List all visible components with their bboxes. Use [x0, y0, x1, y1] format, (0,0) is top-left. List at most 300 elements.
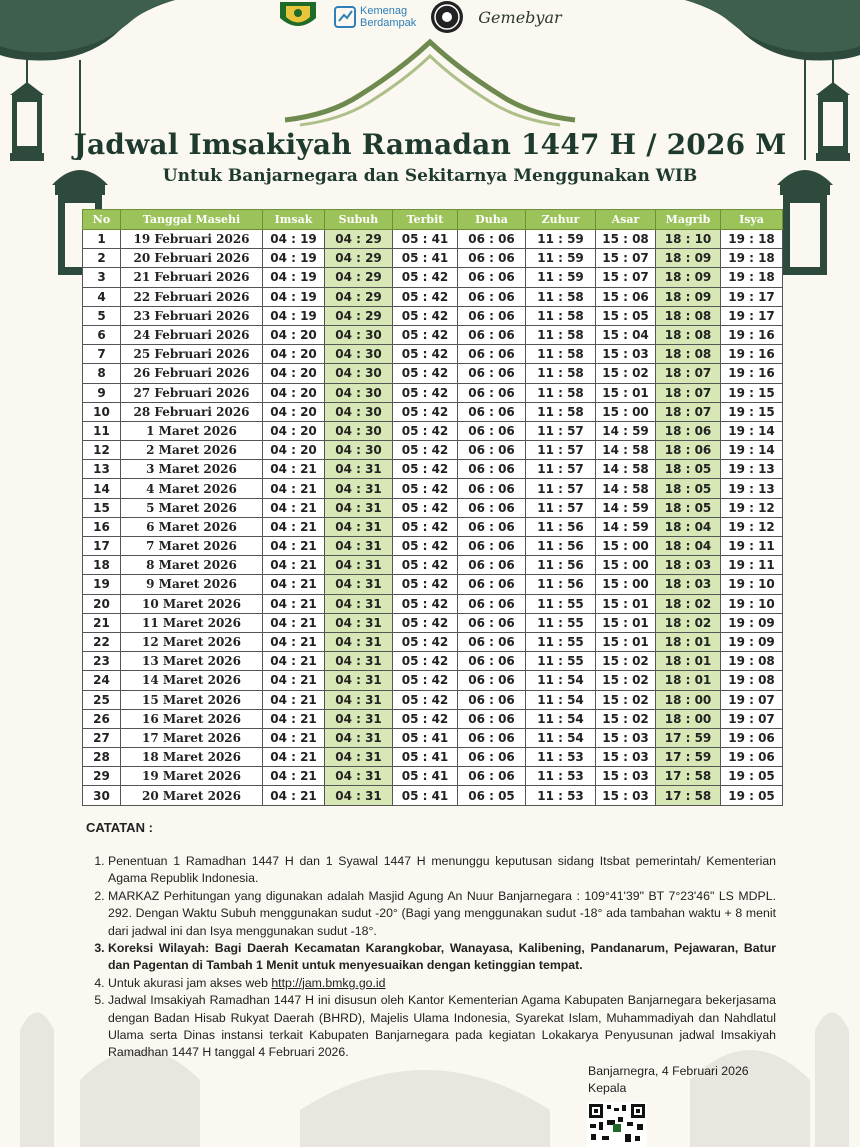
cell-zuhur: 11 : 55 — [526, 594, 596, 613]
cell-duha: 06 : 05 — [458, 786, 526, 805]
cell-imsak: 04 : 20 — [263, 325, 325, 344]
cell-no: 3 — [83, 268, 121, 287]
cell-zuhur: 11 : 54 — [526, 671, 596, 690]
cell-tanggal-masehi: 7 Maret 2026 — [121, 537, 263, 556]
cell-zuhur: 11 : 55 — [526, 652, 596, 671]
cell-imsak: 04 : 21 — [263, 748, 325, 767]
cell-magrib: 18 : 02 — [656, 594, 721, 613]
cell-zuhur: 11 : 58 — [526, 325, 596, 344]
table-row — [83, 287, 783, 306]
cell-terbit: 05 : 42 — [393, 268, 458, 287]
cell-duha: 06 : 06 — [458, 230, 526, 249]
cell-tanggal-masehi: 11 Maret 2026 — [121, 613, 263, 632]
cell-subuh: 04 : 30 — [325, 325, 393, 344]
cell-isya: 19 : 15 — [721, 402, 783, 421]
cell-subuh: 04 : 31 — [325, 632, 393, 651]
cell-magrib: 18 : 08 — [656, 325, 721, 344]
table-row — [83, 709, 783, 728]
cell-duha: 06 : 06 — [458, 613, 526, 632]
table-row — [83, 498, 783, 517]
column-header-tanggal-masehi: Tanggal Masehi — [121, 210, 263, 230]
cell-isya: 19 : 08 — [721, 671, 783, 690]
cell-terbit: 05 : 42 — [393, 325, 458, 344]
cell-magrib: 18 : 09 — [656, 287, 721, 306]
cell-terbit: 05 : 42 — [393, 287, 458, 306]
cell-isya: 19 : 17 — [721, 287, 783, 306]
cell-terbit: 05 : 41 — [393, 786, 458, 805]
gemebyar-logo — [478, 8, 561, 27]
table-row — [83, 671, 783, 690]
cell-magrib: 18 : 09 — [656, 249, 721, 268]
cell-no: 26 — [83, 709, 121, 728]
cell-terbit: 05 : 42 — [393, 613, 458, 632]
cell-isya: 19 : 08 — [721, 652, 783, 671]
cell-duha: 06 : 06 — [458, 441, 526, 460]
cell-imsak: 04 : 21 — [263, 498, 325, 517]
cell-no: 9 — [83, 383, 121, 402]
cell-asar: 15 : 04 — [596, 325, 656, 344]
cell-imsak: 04 : 21 — [263, 632, 325, 651]
table-row — [83, 479, 783, 498]
cell-isya: 19 : 07 — [721, 690, 783, 709]
cell-duha: 06 : 06 — [458, 556, 526, 575]
cell-no: 11 — [83, 421, 121, 440]
cell-zuhur: 11 : 56 — [526, 556, 596, 575]
berdampak-line1: Kemenag — [360, 5, 408, 17]
cell-tanggal-masehi: 23 Februari 2026 — [121, 306, 263, 325]
cell-terbit: 05 : 42 — [393, 556, 458, 575]
cell-asar: 15 : 03 — [596, 748, 656, 767]
cell-magrib: 18 : 01 — [656, 652, 721, 671]
note-item: 1. Penentuan 1 Ramadhan 1447 H dan 1 Syawal 1447 H menunggu keputusan sidang Itsbat pemerintah/ Kementerian Agama Republik Indonesia. — [108, 853, 776, 888]
cell-zuhur: 11 : 57 — [526, 421, 596, 440]
cell-tanggal-masehi: 16 Maret 2026 — [121, 709, 263, 728]
cell-magrib: 18 : 05 — [656, 479, 721, 498]
cell-tanggal-masehi: 3 Maret 2026 — [121, 460, 263, 479]
cell-asar: 14 : 58 — [596, 460, 656, 479]
table-row — [83, 632, 783, 651]
cell-imsak: 04 : 19 — [263, 249, 325, 268]
cell-terbit: 05 : 42 — [393, 498, 458, 517]
table-row — [83, 556, 783, 575]
cell-no: 4 — [83, 287, 121, 306]
note-text: Untuk akurasi jam akses web — [108, 975, 272, 990]
cell-tanggal-masehi: 25 Februari 2026 — [121, 345, 263, 364]
cell-terbit: 05 : 41 — [393, 249, 458, 268]
column-header-terbit: Terbit — [393, 210, 458, 230]
cell-imsak: 04 : 20 — [263, 441, 325, 460]
cell-no: 14 — [83, 479, 121, 498]
cell-no: 22 — [83, 632, 121, 651]
cell-isya: 19 : 05 — [721, 786, 783, 805]
cell-duha: 06 : 06 — [458, 728, 526, 747]
cell-no: 18 — [83, 556, 121, 575]
cell-asar: 14 : 59 — [596, 517, 656, 536]
cell-subuh: 04 : 31 — [325, 671, 393, 690]
cell-subuh: 04 : 31 — [325, 498, 393, 517]
cell-duha: 06 : 06 — [458, 402, 526, 421]
cell-tanggal-masehi: 14 Maret 2026 — [121, 671, 263, 690]
cell-tanggal-masehi: 13 Maret 2026 — [121, 652, 263, 671]
cell-imsak: 04 : 20 — [263, 383, 325, 402]
cell-magrib: 18 : 07 — [656, 383, 721, 402]
cell-magrib: 18 : 02 — [656, 613, 721, 632]
berdampak-line2: Berdampak — [360, 17, 417, 29]
cell-duha: 06 : 06 — [458, 364, 526, 383]
column-header-magrib: Magrib — [656, 210, 721, 230]
cell-zuhur: 11 : 53 — [526, 786, 596, 805]
cell-subuh: 04 : 30 — [325, 383, 393, 402]
cell-terbit: 05 : 42 — [393, 402, 458, 421]
cell-asar: 14 : 58 — [596, 441, 656, 460]
table-body — [83, 230, 783, 806]
cell-tanggal-masehi: 27 Februari 2026 — [121, 383, 263, 402]
cell-asar: 15 : 01 — [596, 613, 656, 632]
cell-no: 20 — [83, 594, 121, 613]
cell-zuhur: 11 : 59 — [526, 230, 596, 249]
cell-subuh: 04 : 29 — [325, 268, 393, 287]
cell-duha: 06 : 06 — [458, 345, 526, 364]
cell-imsak: 04 : 21 — [263, 556, 325, 575]
cell-magrib: 17 : 58 — [656, 786, 721, 805]
cell-subuh: 04 : 29 — [325, 230, 393, 249]
cell-no: 17 — [83, 537, 121, 556]
cell-imsak: 04 : 19 — [263, 306, 325, 325]
cell-isya: 19 : 16 — [721, 364, 783, 383]
cell-duha: 06 : 06 — [458, 748, 526, 767]
cell-subuh: 04 : 31 — [325, 517, 393, 536]
cell-subuh: 04 : 31 — [325, 767, 393, 786]
table-row — [83, 594, 783, 613]
cell-tanggal-masehi: 12 Maret 2026 — [121, 632, 263, 651]
page-subtitle: Untuk Banjarnegara dan Sekitarnya Menggunakan WIB — [162, 166, 698, 186]
cell-zuhur: 11 : 56 — [526, 575, 596, 594]
seal-icon — [430, 0, 464, 34]
cell-subuh: 04 : 31 — [325, 728, 393, 747]
cell-tanggal-masehi: 26 Februari 2026 — [121, 364, 263, 383]
cell-tanggal-masehi: 8 Maret 2026 — [121, 556, 263, 575]
table-row — [83, 767, 783, 786]
table-row — [83, 786, 783, 805]
table-row — [83, 575, 783, 594]
cell-magrib: 18 : 10 — [656, 230, 721, 249]
table-row — [83, 460, 783, 479]
cell-magrib: 18 : 06 — [656, 421, 721, 440]
cell-no: 15 — [83, 498, 121, 517]
cell-magrib: 18 : 07 — [656, 402, 721, 421]
cell-imsak: 04 : 21 — [263, 728, 325, 747]
cell-isya: 19 : 10 — [721, 594, 783, 613]
cell-subuh: 04 : 30 — [325, 441, 393, 460]
column-header-duha: Duha — [458, 210, 526, 230]
cell-imsak: 04 : 21 — [263, 479, 325, 498]
cell-magrib: 17 : 58 — [656, 767, 721, 786]
cell-no: 6 — [83, 325, 121, 344]
cell-magrib: 18 : 01 — [656, 671, 721, 690]
cell-duha: 06 : 06 — [458, 249, 526, 268]
cell-subuh: 04 : 31 — [325, 556, 393, 575]
cell-zuhur: 11 : 58 — [526, 345, 596, 364]
cell-imsak: 04 : 20 — [263, 345, 325, 364]
cell-isya: 19 : 14 — [721, 441, 783, 460]
cell-tanggal-masehi: 28 Februari 2026 — [121, 402, 263, 421]
kemenag-emblem-icon — [276, 0, 320, 34]
cell-duha: 06 : 06 — [458, 632, 526, 651]
cell-duha: 06 : 06 — [458, 306, 526, 325]
cell-zuhur: 11 : 59 — [526, 268, 596, 287]
table-row — [83, 652, 783, 671]
cell-duha: 06 : 06 — [458, 498, 526, 517]
bmkg-link[interactable]: http://jam.bmkg.go.id — [271, 975, 386, 990]
cell-magrib: 18 : 01 — [656, 632, 721, 651]
column-header-asar: Asar — [596, 210, 656, 230]
cell-isya: 19 : 11 — [721, 556, 783, 575]
cell-subuh: 04 : 31 — [325, 709, 393, 728]
cell-isya: 19 : 09 — [721, 632, 783, 651]
qr-code-icon[interactable] — [587, 1102, 647, 1147]
cell-no: 8 — [83, 364, 121, 383]
column-header-subuh: Subuh — [325, 210, 393, 230]
cell-isya: 19 : 18 — [721, 230, 783, 249]
cell-terbit: 05 : 42 — [393, 517, 458, 536]
cell-imsak: 04 : 21 — [263, 517, 325, 536]
cell-imsak: 04 : 20 — [263, 364, 325, 383]
cell-magrib: 18 : 06 — [656, 441, 721, 460]
cell-asar: 15 : 01 — [596, 594, 656, 613]
cell-magrib: 17 : 59 — [656, 748, 721, 767]
table-row — [83, 402, 783, 421]
cell-duha: 06 : 06 — [458, 287, 526, 306]
cell-imsak: 04 : 21 — [263, 690, 325, 709]
cell-duha: 06 : 06 — [458, 709, 526, 728]
table-row — [83, 345, 783, 364]
cell-isya: 19 : 18 — [721, 249, 783, 268]
cell-subuh: 04 : 29 — [325, 306, 393, 325]
cell-imsak: 04 : 19 — [263, 287, 325, 306]
column-header-imsak: Imsak — [263, 210, 325, 230]
cell-zuhur: 11 : 53 — [526, 748, 596, 767]
cell-zuhur: 11 : 57 — [526, 441, 596, 460]
cell-asar: 15 : 03 — [596, 728, 656, 747]
cell-magrib: 18 : 08 — [656, 345, 721, 364]
cell-asar: 14 : 59 — [596, 498, 656, 517]
table-row — [83, 268, 783, 287]
cell-asar: 15 : 00 — [596, 575, 656, 594]
cell-subuh: 04 : 31 — [325, 537, 393, 556]
cell-terbit: 05 : 41 — [393, 748, 458, 767]
cell-terbit: 05 : 42 — [393, 306, 458, 325]
cell-tanggal-masehi: 1 Maret 2026 — [121, 421, 263, 440]
cell-subuh: 04 : 31 — [325, 460, 393, 479]
table-row — [83, 690, 783, 709]
cell-zuhur: 11 : 58 — [526, 287, 596, 306]
cell-terbit: 05 : 41 — [393, 728, 458, 747]
cell-duha: 06 : 06 — [458, 537, 526, 556]
signature-place-date: Banjarnegra, 4 Februari 2026 — [588, 1064, 749, 1078]
cell-asar: 15 : 02 — [596, 690, 656, 709]
cell-asar: 15 : 06 — [596, 287, 656, 306]
cell-zuhur: 11 : 57 — [526, 498, 596, 517]
cell-tanggal-masehi: 24 Februari 2026 — [121, 325, 263, 344]
cell-subuh: 04 : 31 — [325, 594, 393, 613]
cell-terbit: 05 : 42 — [393, 421, 458, 440]
table-row — [83, 613, 783, 632]
cell-asar: 15 : 08 — [596, 230, 656, 249]
cell-subuh: 04 : 29 — [325, 249, 393, 268]
table-row — [83, 325, 783, 344]
cell-magrib: 18 : 00 — [656, 690, 721, 709]
cell-tanggal-masehi: 17 Maret 2026 — [121, 728, 263, 747]
cell-magrib: 18 : 09 — [656, 268, 721, 287]
cell-magrib: 18 : 04 — [656, 537, 721, 556]
cell-subuh: 04 : 31 — [325, 786, 393, 805]
cell-magrib: 18 : 03 — [656, 556, 721, 575]
cell-terbit: 05 : 41 — [393, 230, 458, 249]
cell-tanggal-masehi: 20 Maret 2026 — [121, 786, 263, 805]
cell-tanggal-masehi: 4 Maret 2026 — [121, 479, 263, 498]
cell-isya: 19 : 12 — [721, 517, 783, 536]
cell-imsak: 04 : 21 — [263, 460, 325, 479]
cell-zuhur: 11 : 53 — [526, 767, 596, 786]
cell-isya: 19 : 16 — [721, 345, 783, 364]
cell-imsak: 04 : 21 — [263, 786, 325, 805]
cell-subuh: 04 : 30 — [325, 345, 393, 364]
cell-terbit: 05 : 42 — [393, 537, 458, 556]
notes-list — [86, 853, 776, 1062]
cell-imsak: 04 : 21 — [263, 575, 325, 594]
cell-zuhur: 11 : 57 — [526, 479, 596, 498]
cell-zuhur: 11 : 58 — [526, 383, 596, 402]
cell-isya: 19 : 17 — [721, 306, 783, 325]
cell-imsak: 04 : 21 — [263, 594, 325, 613]
cell-no: 29 — [83, 767, 121, 786]
cell-asar: 15 : 07 — [596, 249, 656, 268]
page-title: Jadwal Imsakiyah Ramadan 1447 H / 2026 M — [73, 128, 787, 161]
kemenag-berdampak-logo — [334, 5, 416, 29]
cell-no: 24 — [83, 671, 121, 690]
notes-heading: CATATAN : — [86, 820, 153, 835]
cell-zuhur: 11 : 55 — [526, 632, 596, 651]
cell-no: 23 — [83, 652, 121, 671]
cell-duha: 06 : 06 — [458, 268, 526, 287]
cell-asar: 14 : 58 — [596, 479, 656, 498]
cell-imsak: 04 : 19 — [263, 230, 325, 249]
cell-zuhur: 11 : 59 — [526, 249, 596, 268]
cell-no: 16 — [83, 517, 121, 536]
cell-asar: 15 : 01 — [596, 383, 656, 402]
cell-terbit: 05 : 42 — [393, 709, 458, 728]
cell-terbit: 05 : 42 — [393, 671, 458, 690]
cell-isya: 19 : 12 — [721, 498, 783, 517]
cell-imsak: 04 : 21 — [263, 613, 325, 632]
cell-duha: 06 : 06 — [458, 594, 526, 613]
cell-imsak: 04 : 21 — [263, 652, 325, 671]
cell-asar: 15 : 02 — [596, 671, 656, 690]
cell-magrib: 18 : 00 — [656, 709, 721, 728]
cell-tanggal-masehi: 10 Maret 2026 — [121, 594, 263, 613]
cell-isya: 19 : 15 — [721, 383, 783, 402]
cell-tanggal-masehi: 21 Februari 2026 — [121, 268, 263, 287]
table-row — [83, 728, 783, 747]
cell-tanggal-masehi: 22 Februari 2026 — [121, 287, 263, 306]
cell-isya: 19 : 05 — [721, 767, 783, 786]
cell-terbit: 05 : 42 — [393, 575, 458, 594]
cell-asar: 15 : 02 — [596, 652, 656, 671]
cell-imsak: 04 : 21 — [263, 537, 325, 556]
table-row — [83, 748, 783, 767]
cell-subuh: 04 : 31 — [325, 690, 393, 709]
cell-imsak: 04 : 21 — [263, 671, 325, 690]
table-row — [83, 517, 783, 536]
cell-duha: 06 : 06 — [458, 421, 526, 440]
cell-terbit: 05 : 42 — [393, 364, 458, 383]
cell-asar: 15 : 02 — [596, 364, 656, 383]
cell-imsak: 04 : 20 — [263, 402, 325, 421]
logo-bar — [276, 0, 586, 34]
cell-terbit: 05 : 42 — [393, 632, 458, 651]
cell-no: 25 — [83, 690, 121, 709]
cell-zuhur: 11 : 54 — [526, 728, 596, 747]
cell-asar: 15 : 00 — [596, 556, 656, 575]
cell-isya: 19 : 07 — [721, 709, 783, 728]
cell-asar: 15 : 03 — [596, 345, 656, 364]
cell-asar: 15 : 05 — [596, 306, 656, 325]
cell-duha: 06 : 06 — [458, 383, 526, 402]
table-row — [83, 230, 783, 249]
cell-terbit: 05 : 42 — [393, 690, 458, 709]
cell-subuh: 04 : 31 — [325, 652, 393, 671]
cell-no: 28 — [83, 748, 121, 767]
cell-duha: 06 : 06 — [458, 671, 526, 690]
cell-no: 30 — [83, 786, 121, 805]
notes-section — [86, 820, 776, 1062]
cell-magrib: 18 : 05 — [656, 498, 721, 517]
cell-asar: 15 : 03 — [596, 767, 656, 786]
cell-duha: 06 : 06 — [458, 652, 526, 671]
cell-subuh: 04 : 30 — [325, 364, 393, 383]
cell-imsak: 04 : 20 — [263, 421, 325, 440]
arch-ornament — [285, 42, 575, 120]
cell-terbit: 05 : 42 — [393, 383, 458, 402]
cell-duha: 06 : 06 — [458, 517, 526, 536]
cell-tanggal-masehi: 19 Februari 2026 — [121, 230, 263, 249]
cell-no: 12 — [83, 441, 121, 460]
cell-subuh: 04 : 30 — [325, 402, 393, 421]
cell-no: 5 — [83, 306, 121, 325]
cell-terbit: 05 : 42 — [393, 652, 458, 671]
table-row — [83, 249, 783, 268]
table-row — [83, 441, 783, 460]
cell-asar: 14 : 59 — [596, 421, 656, 440]
cell-duha: 06 : 06 — [458, 460, 526, 479]
signature-block — [588, 1063, 749, 1097]
cell-subuh: 04 : 31 — [325, 613, 393, 632]
cell-isya: 19 : 09 — [721, 613, 783, 632]
cell-magrib: 18 : 04 — [656, 517, 721, 536]
gemebyar-text: Gemebyar — [478, 7, 562, 27]
signature-role: Kepala — [588, 1081, 627, 1095]
cell-duha: 06 : 06 — [458, 325, 526, 344]
cell-zuhur: 11 : 56 — [526, 537, 596, 556]
cell-subuh: 04 : 31 — [325, 479, 393, 498]
cell-tanggal-masehi: 6 Maret 2026 — [121, 517, 263, 536]
cell-zuhur: 11 : 58 — [526, 402, 596, 421]
cell-subuh: 04 : 30 — [325, 421, 393, 440]
cell-no: 21 — [83, 613, 121, 632]
cell-isya: 19 : 14 — [721, 421, 783, 440]
cell-isya: 19 : 11 — [721, 537, 783, 556]
cell-imsak: 04 : 21 — [263, 709, 325, 728]
